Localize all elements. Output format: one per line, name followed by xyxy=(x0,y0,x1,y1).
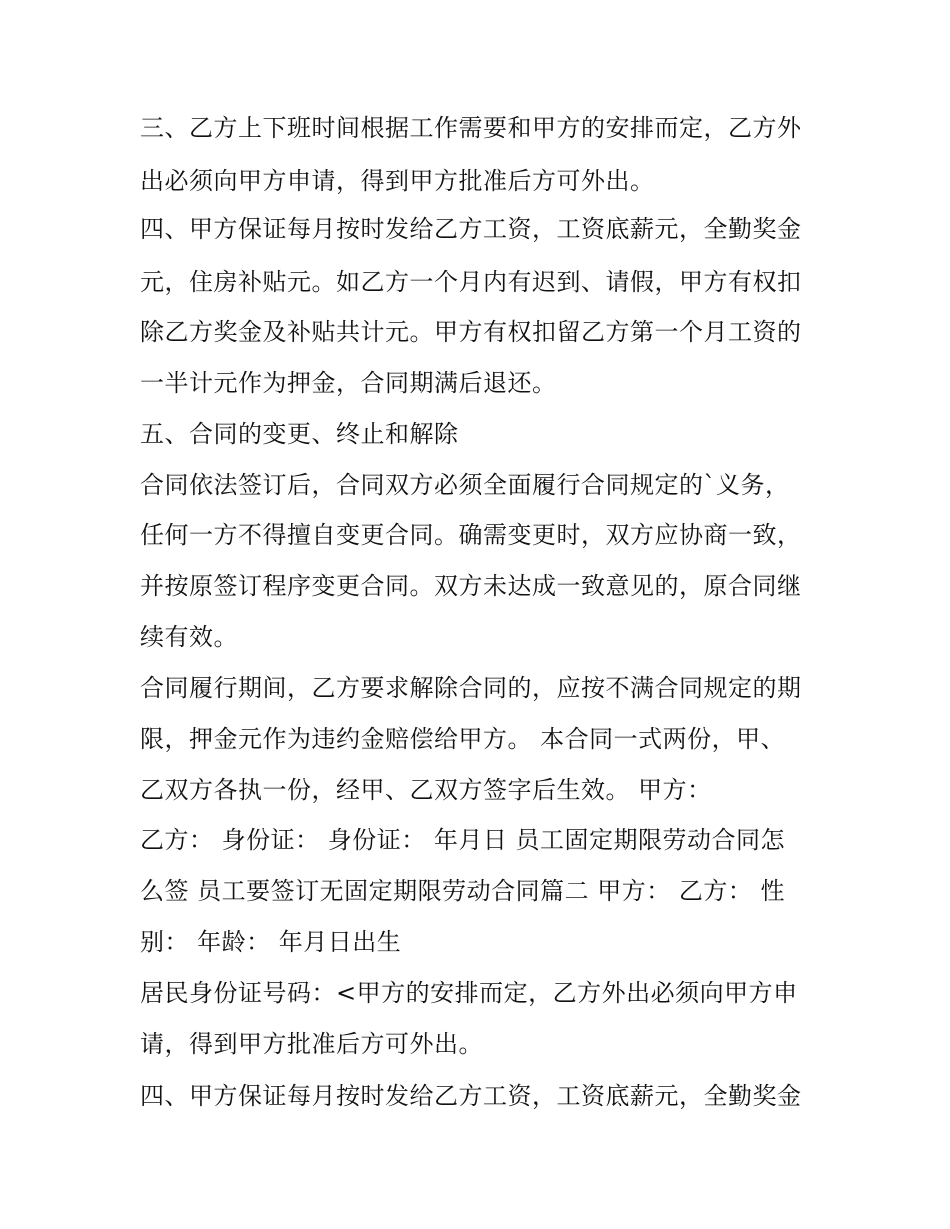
text-line: 别： 年龄： 年月日出生 xyxy=(140,928,402,956)
text-line: 任何一方不得擅自变更合同。确需变更时，双方应协商一致， xyxy=(140,521,802,549)
text-line: 合同履行期间，乙方要求解除合同的，应按不满合同规定的期 xyxy=(140,674,802,702)
text-line: 并按原签订程序变更合同。双方未达成一致意见的，原合同继 xyxy=(140,572,802,600)
text-line: 出必须向甲方申请，得到甲方批准后方可外出。 xyxy=(140,167,655,195)
text-line: 四、甲方保证每月按时发给乙方工资，工资底薪元，全勤奖金 xyxy=(140,215,802,243)
text-line: 限，押金元作为违约金赔偿给甲方。 本合同一式两份，甲、 xyxy=(140,725,786,753)
text-line: 居民身份证号码：<甲方的安排而定，乙方外出必须向甲方申 xyxy=(140,979,798,1007)
text-line: 乙方： 身份证： 身份证： 年月日 员工固定期限劳动合同怎 xyxy=(140,826,786,854)
section-heading: 五、合同的变更、终止和解除 xyxy=(140,420,459,448)
text-line: 请，得到甲方批准后方可外出。 xyxy=(140,1030,483,1058)
text-line: 四、甲方保证每月按时发给乙方工资，工资底薪元，全勤奖金 xyxy=(140,1082,802,1110)
text-line: 一半计元作为押金，合同期满后退还。 xyxy=(140,369,557,397)
text-line: 乙双方各执一份，经甲、乙双方签字后生效。 甲方： xyxy=(140,776,712,804)
text-line: 续有效。 xyxy=(140,623,238,651)
text-line: 么签 员工要签订无固定期限劳动合同篇二 甲方： 乙方： 性 xyxy=(140,877,786,905)
text-line: 三、乙方上下班时间根据工作需要和甲方的安排而定，乙方外 xyxy=(140,114,802,142)
text-line: 元，住房补贴元。如乙方一个月内有迟到、请假，甲方有权扣 xyxy=(140,268,802,296)
text-line: 合同依法签订后，合同双方必须全面履行合同规定的`义务， xyxy=(140,471,790,499)
text-line: 除乙方奖金及补贴共计元。甲方有权扣留乙方第一个月工资的 xyxy=(140,318,802,346)
